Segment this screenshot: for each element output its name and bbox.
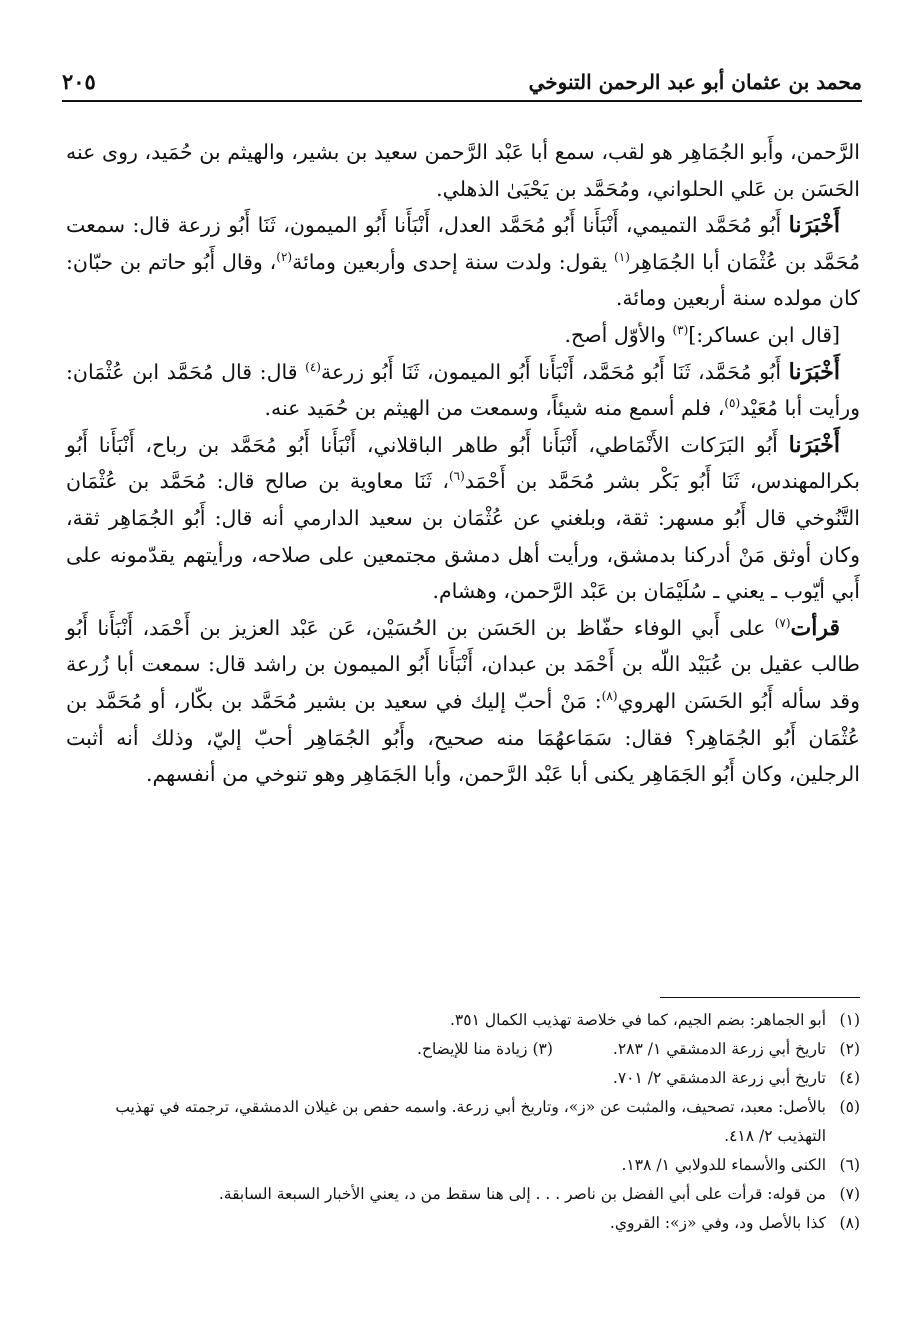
main-text [66, 134, 860, 793]
footnote-ref[interactable]: (٢) [276, 249, 293, 264]
footnote-number: (١) [839, 1011, 860, 1029]
footnote-text: تاريخ أبي زرعة الدمشقي ٢/ ٧٠١. [612, 1069, 826, 1087]
footnote-text-pair [66, 1035, 826, 1064]
keyword: أَخْبَرَنا [788, 431, 840, 458]
footnote-number: (٨) [839, 1214, 860, 1232]
footnote-text: تاريخ أبي زرعة الدمشقي ١/ ٢٨٣. [612, 1040, 826, 1058]
footnote-item [66, 1209, 860, 1238]
keyword: أَخْبَرَنا [788, 358, 840, 385]
paragraph-4 [66, 354, 860, 427]
paragraph-text: قال: قال مُحَمَّد ابن عُثْمَان: ورأيت أبا مُعَيْد [66, 359, 860, 421]
keyword: قرأت [790, 614, 840, 641]
paragraph-text: أَبُو البَرَكات الأَنْمَاطي، أَنْبَأَنا أَبُو طاهر الباقلاني، أَنْبَأَنا أَبُو مُحَمَّد بن رباح، أَنْبَأَنا أَبُو بكرالمهندس، ثَنَا أَبُو بَكْر بشر مُحَمَّد بن أَحْمَد [66, 432, 860, 494]
footnote-number: (٣) [532, 1040, 553, 1058]
footnotes [66, 1006, 860, 1238]
paragraph-text: أَبُو مُحَمَّد، ثَنَا أَبُو مُحَمَّد، أَنْبَأَنا أَبُو الميمون، ثَنَا أَبُو زرعة [320, 359, 789, 384]
footnote-text: الكنى والأسماء للدولابي ١/ ١٣٨. [621, 1156, 826, 1174]
footnote-ref[interactable]: (٤) [305, 359, 321, 374]
paragraph-text: ، ثَنَا معاوية بن صالح قال: مُحَمَّد بن عُثْمَان التَّنُوخي قال أَبُو مسهر: ثقة، وبلغني عن عُثْمَان بن سعيد الدارمي أنه قال: أَبُو الجُمَاهِر ثقة، وكان أوثق مَنْ أدركنا بدمشق، ورأيت أهل دمشق مجتمعين على صلاحه، ورأيتهم يقدّمونه على أَبي أيّوب ـ يعني ـ سُلَيْمَان بن عَبْد الرَّحمن، وهشام. [66, 469, 860, 604]
footnote-ref[interactable]: (٨) [601, 689, 618, 704]
paragraph-text: يقول: ولدت سنة إحدى وأربعين ومائة [292, 249, 615, 274]
footnote-number: (٤) [839, 1069, 860, 1087]
running-title: محمد بن عثمان أبو عبد الرحمن التنوخي [528, 70, 862, 94]
paragraph-6 [66, 610, 860, 793]
paragraph-text: على أَبي الوفاء حفّاظ بن الحَسَن بن الحُسَيْن، عَن عَبْد العزيز بن أَحْمَد، أَنْبَأَنا أَبُو طالب عقيل بن عُبَيْد اللّه بن أَحْمَد بن عبدان، أَنْبَأَنا أَبُو الميمون بن راشد قال: سمعت أبا زُرعة وقد سأله أَبُو الحَسَن الهروي [66, 615, 860, 713]
paragraph-text: ، فلم أسمع منه شيئاً، وسمعت من الهيثم بن حُمَيد عنه. [264, 396, 725, 421]
footnote-item [66, 1064, 860, 1093]
page-number: ٢٠٥ [62, 69, 96, 94]
paragraph-text: : مَنْ أحبّ إليك في سعيد بن بشير مُحَمَّد بن بكّار، أو مُحَمَّد بن عُثْمَان أَبُو الجُمَاهِر؟ فقال: سَمَاعهُمَا منه صحيح، وأَبُو الجُمَاهِر أحبّ إليّ، وذلك أنه أثبت الرجلين، وكان أَبُو الجَمَاهِر يكنى أبا عَبْد الرَّحمن، وأبا الجَمَاهِر وهو تنوخي من أنفسهم. [66, 688, 860, 787]
paragraph-1 [66, 134, 860, 207]
keyword: أَخْبَرَنا [788, 212, 840, 239]
paragraph-text: [قال ابن عساكر:] [688, 322, 840, 347]
footnote-text: من قوله: قرأت على أبي الفضل بن ناصر . . . إلى هنا سقط من د، يعني الأخبار السبعة السابقة. [218, 1185, 826, 1203]
footnote-item [66, 1093, 860, 1151]
footnote-ref[interactable]: (٥) [724, 396, 741, 411]
footnote-separator [660, 997, 860, 998]
page-header [62, 58, 862, 102]
footnote-ref[interactable]: (٦) [448, 469, 465, 484]
paragraph-text: الرَّحمن، وأَبو الجُمَاهِر هو لقب، سمع أبا عَبْد الرَّحمن سعيد بن بشير، والهيثم بن حُمَيد، روى عنه الحَسَن بن عَلي الحلواني، ومُحَمَّد بن يَحْيَىٰ الذهلي. [66, 140, 860, 201]
footnote-number: (٧) [839, 1185, 860, 1203]
paragraph-5 [66, 427, 860, 610]
footnote-text: كذا بالأصل ود، وفي «ز»: القروي. [609, 1214, 826, 1232]
footnote-number: (٥) [839, 1098, 860, 1116]
footnote-number: (٢) [839, 1040, 860, 1058]
footnote-number: (٦) [839, 1156, 860, 1174]
footnote-ref[interactable]: (٧) [774, 615, 791, 630]
paragraph-text: والأوّل أصح. [564, 322, 673, 347]
paragraph-text: أَبُو مُحَمَّد التميمي، أَنْبَأَنا أَبُو مُحَمَّد العدل، أَنْبَأَنا أَبُو الميمون، ثَنَا أَبُو زرعة قال: سمعت مُحَمَّد بن عُثْمَان أبا الجُمَاهِر [66, 213, 860, 274]
footnote-text: بالأصل: معبد، تصحيف، والمثبت عن «ز»، وتاريخ أبي زرعة. واسمه حفص بن غيلان الدمشقي، ترجمته في تهذيب التهذيب ٢/ ٤١٨. [115, 1098, 826, 1145]
footnote-ref[interactable]: (١) [614, 249, 630, 264]
footnote-text: زيادة منا للإيضاح. [417, 1040, 528, 1058]
footnote-item [66, 1006, 860, 1035]
paragraph-text: ، وقال أَبُو حاتم بن حبّان: كان مولده سنة أربعين ومائة. [66, 249, 860, 311]
paragraph-2 [66, 207, 860, 317]
footnote-item [66, 1180, 860, 1209]
footnote-item [66, 1151, 860, 1180]
footnote-item [66, 1035, 860, 1064]
paragraph-3 [66, 317, 860, 354]
footnote-ref[interactable]: (٣) [672, 323, 689, 338]
footnote-text: أبو الجماهر: بضم الجيم، كما في خلاصة تهذيب الكمال ٣٥١. [449, 1011, 826, 1029]
